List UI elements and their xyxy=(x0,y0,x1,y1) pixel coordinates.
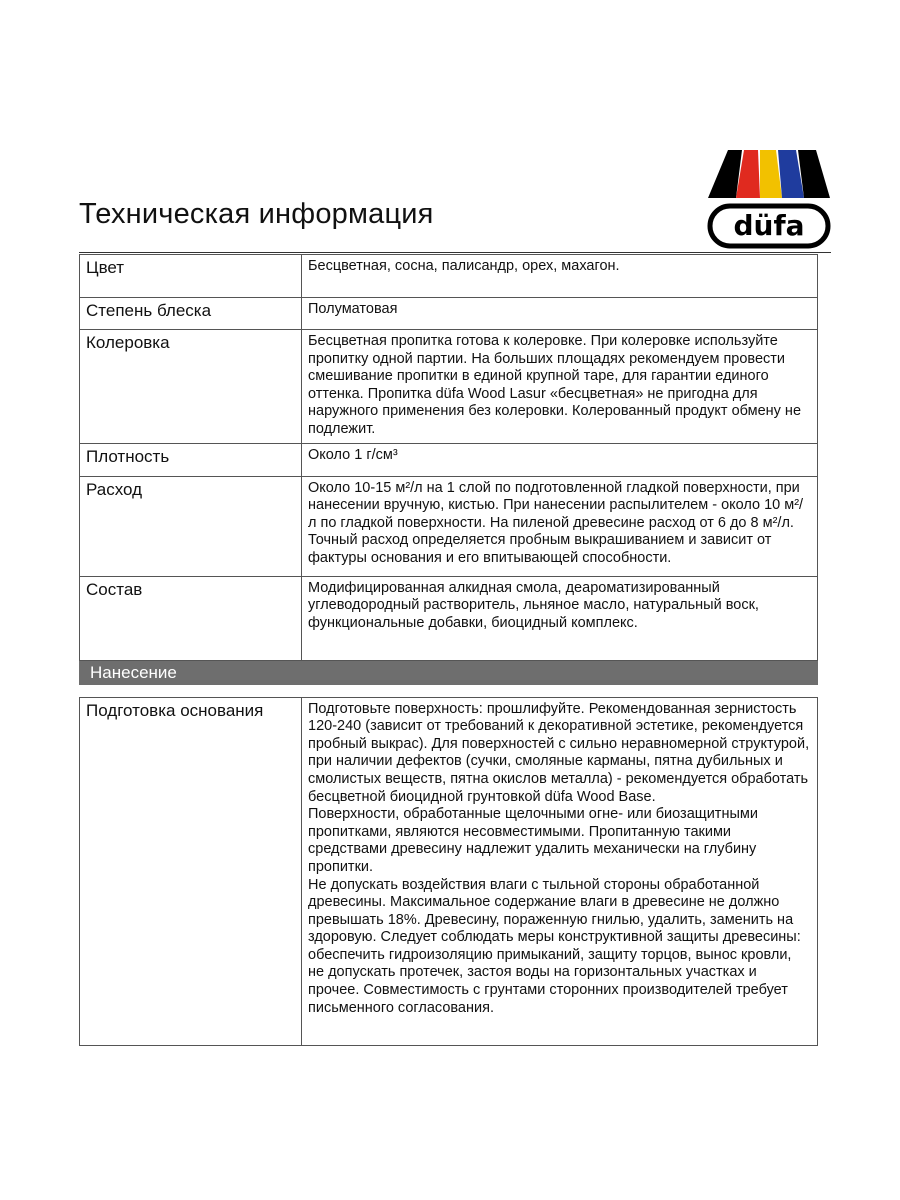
table-row xyxy=(80,298,818,330)
row-value: Бесцветная, сосна, палисандр, орех, махагон. xyxy=(302,255,818,298)
page-title: Техническая информация xyxy=(79,198,434,230)
row-value: Полуматовая xyxy=(302,298,818,330)
row-label: Колеровка xyxy=(80,330,302,444)
row-value: Бесцветная пропитка готова к колеровке. При колеровке используйте пропитку одной партии. На больших площадях рекомендуем провести смешивание пропитки в единой крупной таре, для гарантии единого оттенка. Пропитка düfa Wood Lasur «бесцветная» не пригодна для наружного применения без колеровки. Колерованный продукт обмену не подлежит. xyxy=(302,330,818,444)
dufa-logo xyxy=(706,146,832,250)
row-value: Подготовьте поверхность: прошлифуйте. Рекомендованная зернистость 120-240 (зависит от требований к декоративной эстетике, рекомендуется пробный выкрас). Для поверхностей с сильно неравномерной структурой, при наличии дефектов (сучки, смоляные карманы, пятна дубильных и смолистых веществ, пятна окислов металла) - рекомендуется обработать бесцветной биоцидной грунтовкой düfa Wood Base. Поверхности, обработанные щелочными огне- или биозащитными пропитками, являются несовместимыми. Пропитанную такими средствами древесину надлежит удалить механически на глубину пропитки. Не допускать воздействия влаги с тыльной стороны обработанной древесины. Максимальное содержание влаги в древесине не должно превышать 18%. Древесину, пораженную гнилью, удалить, заменить на здоровую. Следует соблюдать меры конструктивной защиты древесины: обеспечить гидроизоляцию примыканий, защиту торцов, вынос кровли, не допускать протечек, застоя воды на горизонтальных участках и прочее. Совместимость с грунтами сторонних производителей требует письменного согласования. xyxy=(302,697,818,1045)
logo-wordmark: düfa xyxy=(733,209,805,242)
table-row xyxy=(80,330,818,444)
row-label: Подготовка основания xyxy=(80,697,302,1045)
row-value: Модифицированная алкидная смола, деароматизированный углеводородный растворитель, льняное масло, натуральный воск, функциональные добавки, биоцидный комплекс. xyxy=(302,576,818,660)
table-row xyxy=(80,255,818,298)
row-label: Расход xyxy=(80,476,302,576)
header-rule xyxy=(79,252,831,253)
row-label: Плотность xyxy=(80,443,302,476)
table-row xyxy=(80,576,818,660)
section-header-row xyxy=(80,660,818,684)
section-title: Нанесение xyxy=(80,660,818,684)
section-gap xyxy=(80,684,818,697)
spec-table xyxy=(79,254,818,1046)
table-row xyxy=(80,443,818,476)
table-row xyxy=(80,697,818,1045)
table-row xyxy=(80,476,818,576)
row-value: Около 10-15 м²/л на 1 слой по подготовленной гладкой поверхности, при нанесении вручную, кистью. При нанесении распылителем - около 10 м²/л по гладкой поверхности. На пиленой древесине расход от 6 до 8 м²/л. Точный расход определяется пробным выкрашиванием и зависит от фактуры основания и его впитывающей способности. xyxy=(302,476,818,576)
logo-fan xyxy=(708,150,830,198)
row-value: Около 1 г/см³ xyxy=(302,443,818,476)
row-label: Степень блеска xyxy=(80,298,302,330)
row-label: Цвет xyxy=(80,255,302,298)
logo-stripe-black xyxy=(708,150,742,198)
row-label: Состав xyxy=(80,576,302,660)
